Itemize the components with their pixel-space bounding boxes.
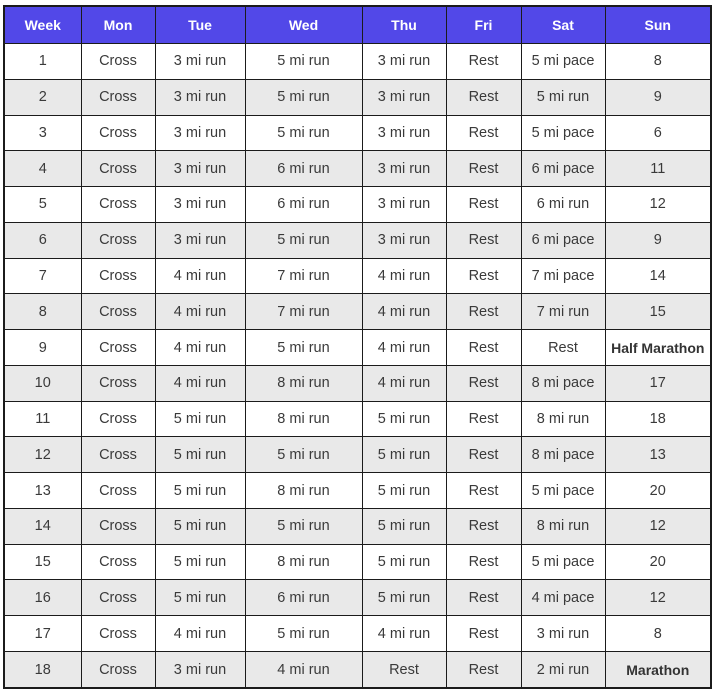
cell-sun: 12	[605, 508, 711, 544]
table-row	[4, 44, 711, 80]
cell-mon: Cross	[81, 437, 155, 473]
table-row	[4, 652, 711, 688]
cell-tue: 3 mi run	[155, 151, 245, 187]
cell-fri: Rest	[446, 401, 521, 437]
cell-wed: 5 mi run	[245, 437, 362, 473]
training-plan-table	[3, 5, 712, 689]
table-row	[4, 330, 711, 366]
cell-thu: 4 mi run	[362, 294, 446, 330]
cell-mon: Cross	[81, 44, 155, 80]
cell-sun: 17	[605, 365, 711, 401]
cell-sat: 8 mi run	[521, 508, 605, 544]
cell-thu: 3 mi run	[362, 115, 446, 151]
cell-mon: Cross	[81, 616, 155, 652]
cell-week: 18	[4, 652, 81, 688]
table-row	[4, 544, 711, 580]
cell-wed: 8 mi run	[245, 544, 362, 580]
column-header-tue: Tue	[155, 6, 245, 44]
cell-week: 17	[4, 616, 81, 652]
cell-sun: 15	[605, 294, 711, 330]
cell-fri: Rest	[446, 437, 521, 473]
cell-fri: Rest	[446, 616, 521, 652]
cell-fri: Rest	[446, 151, 521, 187]
cell-week: 5	[4, 187, 81, 223]
cell-week: 13	[4, 473, 81, 509]
cell-sat: 5 mi run	[521, 79, 605, 115]
cell-sun: 20	[605, 473, 711, 509]
cell-tue: 4 mi run	[155, 365, 245, 401]
cell-sun: Half Marathon	[605, 330, 711, 366]
cell-thu: 4 mi run	[362, 330, 446, 366]
cell-sat: 7 mi run	[521, 294, 605, 330]
cell-fri: Rest	[446, 652, 521, 688]
cell-thu: 3 mi run	[362, 44, 446, 80]
cell-sun: 12	[605, 580, 711, 616]
cell-sun: 20	[605, 544, 711, 580]
cell-wed: 5 mi run	[245, 616, 362, 652]
cell-week: 8	[4, 294, 81, 330]
cell-mon: Cross	[81, 544, 155, 580]
cell-wed: 5 mi run	[245, 44, 362, 80]
cell-mon: Cross	[81, 258, 155, 294]
table-row	[4, 580, 711, 616]
cell-tue: 3 mi run	[155, 79, 245, 115]
table-row	[4, 187, 711, 223]
cell-sun: 11	[605, 151, 711, 187]
cell-mon: Cross	[81, 115, 155, 151]
cell-wed: 6 mi run	[245, 151, 362, 187]
cell-mon: Cross	[81, 151, 155, 187]
header-row	[4, 6, 711, 44]
cell-mon: Cross	[81, 580, 155, 616]
cell-tue: 3 mi run	[155, 44, 245, 80]
cell-wed: 6 mi run	[245, 580, 362, 616]
cell-tue: 3 mi run	[155, 222, 245, 258]
cell-sat: 5 mi pace	[521, 544, 605, 580]
cell-sat: 2 mi run	[521, 652, 605, 688]
table-row	[4, 222, 711, 258]
cell-fri: Rest	[446, 222, 521, 258]
cell-mon: Cross	[81, 365, 155, 401]
cell-week: 7	[4, 258, 81, 294]
cell-mon: Cross	[81, 652, 155, 688]
cell-wed: 6 mi run	[245, 187, 362, 223]
cell-wed: 8 mi run	[245, 365, 362, 401]
cell-tue: 4 mi run	[155, 330, 245, 366]
cell-sat: 5 mi pace	[521, 473, 605, 509]
column-header-sun: Sun	[605, 6, 711, 44]
cell-thu: 4 mi run	[362, 258, 446, 294]
cell-sun: 9	[605, 79, 711, 115]
cell-mon: Cross	[81, 473, 155, 509]
cell-fri: Rest	[446, 294, 521, 330]
cell-sat: 6 mi pace	[521, 151, 605, 187]
cell-week: 1	[4, 44, 81, 80]
cell-wed: 5 mi run	[245, 330, 362, 366]
cell-mon: Cross	[81, 222, 155, 258]
column-header-wed: Wed	[245, 6, 362, 44]
cell-wed: 4 mi run	[245, 652, 362, 688]
cell-sat: 7 mi pace	[521, 258, 605, 294]
cell-thu: 5 mi run	[362, 401, 446, 437]
cell-thu: 3 mi run	[362, 79, 446, 115]
table-row	[4, 258, 711, 294]
cell-tue: 4 mi run	[155, 294, 245, 330]
cell-fri: Rest	[446, 508, 521, 544]
cell-thu: 5 mi run	[362, 473, 446, 509]
cell-thu: 4 mi run	[362, 365, 446, 401]
cell-sun: 8	[605, 616, 711, 652]
cell-sat: 3 mi run	[521, 616, 605, 652]
cell-fri: Rest	[446, 330, 521, 366]
table-body	[4, 44, 711, 689]
cell-thu: 5 mi run	[362, 580, 446, 616]
cell-week: 12	[4, 437, 81, 473]
cell-sat: 4 mi pace	[521, 580, 605, 616]
cell-wed: 5 mi run	[245, 115, 362, 151]
cell-wed: 7 mi run	[245, 258, 362, 294]
cell-fri: Rest	[446, 187, 521, 223]
cell-mon: Cross	[81, 294, 155, 330]
cell-tue: 3 mi run	[155, 115, 245, 151]
cell-week: 6	[4, 222, 81, 258]
cell-sun: 14	[605, 258, 711, 294]
cell-tue: 4 mi run	[155, 258, 245, 294]
cell-sat: 5 mi pace	[521, 115, 605, 151]
column-header-week: Week	[4, 6, 81, 44]
cell-tue: 4 mi run	[155, 616, 245, 652]
table-row	[4, 294, 711, 330]
cell-thu: Rest	[362, 652, 446, 688]
cell-week: 9	[4, 330, 81, 366]
cell-sun: Marathon	[605, 652, 711, 688]
cell-sat: 6 mi pace	[521, 222, 605, 258]
cell-sat: 8 mi pace	[521, 365, 605, 401]
cell-tue: 5 mi run	[155, 437, 245, 473]
cell-week: 2	[4, 79, 81, 115]
table-row	[4, 365, 711, 401]
cell-fri: Rest	[446, 544, 521, 580]
cell-wed: 5 mi run	[245, 508, 362, 544]
cell-week: 10	[4, 365, 81, 401]
cell-sat: 6 mi run	[521, 187, 605, 223]
cell-mon: Cross	[81, 187, 155, 223]
cell-tue: 5 mi run	[155, 473, 245, 509]
cell-thu: 3 mi run	[362, 222, 446, 258]
cell-mon: Cross	[81, 330, 155, 366]
cell-mon: Cross	[81, 401, 155, 437]
cell-sat: Rest	[521, 330, 605, 366]
cell-tue: 3 mi run	[155, 652, 245, 688]
cell-thu: 3 mi run	[362, 151, 446, 187]
cell-wed: 8 mi run	[245, 473, 362, 509]
cell-fri: Rest	[446, 365, 521, 401]
column-header-thu: Thu	[362, 6, 446, 44]
cell-mon: Cross	[81, 79, 155, 115]
table-row	[4, 401, 711, 437]
table-row	[4, 115, 711, 151]
cell-week: 16	[4, 580, 81, 616]
cell-sat: 8 mi run	[521, 401, 605, 437]
training-plan-container	[3, 5, 710, 689]
cell-week: 11	[4, 401, 81, 437]
cell-week: 3	[4, 115, 81, 151]
cell-mon: Cross	[81, 508, 155, 544]
cell-thu: 3 mi run	[362, 187, 446, 223]
cell-week: 15	[4, 544, 81, 580]
cell-thu: 4 mi run	[362, 616, 446, 652]
cell-tue: 3 mi run	[155, 187, 245, 223]
cell-wed: 5 mi run	[245, 222, 362, 258]
table-row	[4, 616, 711, 652]
cell-week: 14	[4, 508, 81, 544]
cell-wed: 8 mi run	[245, 401, 362, 437]
cell-sun: 6	[605, 115, 711, 151]
cell-fri: Rest	[446, 79, 521, 115]
cell-tue: 5 mi run	[155, 580, 245, 616]
table-row	[4, 437, 711, 473]
cell-sat: 5 mi pace	[521, 44, 605, 80]
table-row	[4, 508, 711, 544]
cell-sun: 9	[605, 222, 711, 258]
cell-thu: 5 mi run	[362, 437, 446, 473]
column-header-fri: Fri	[446, 6, 521, 44]
cell-fri: Rest	[446, 258, 521, 294]
cell-thu: 5 mi run	[362, 544, 446, 580]
cell-sun: 18	[605, 401, 711, 437]
table-row	[4, 151, 711, 187]
cell-fri: Rest	[446, 580, 521, 616]
cell-fri: Rest	[446, 115, 521, 151]
cell-tue: 5 mi run	[155, 508, 245, 544]
cell-fri: Rest	[446, 44, 521, 80]
column-header-sat: Sat	[521, 6, 605, 44]
table-row	[4, 79, 711, 115]
cell-sun: 12	[605, 187, 711, 223]
cell-wed: 7 mi run	[245, 294, 362, 330]
cell-sun: 8	[605, 44, 711, 80]
cell-sun: 13	[605, 437, 711, 473]
cell-tue: 5 mi run	[155, 544, 245, 580]
column-header-mon: Mon	[81, 6, 155, 44]
table-row	[4, 473, 711, 509]
cell-sat: 8 mi pace	[521, 437, 605, 473]
cell-fri: Rest	[446, 473, 521, 509]
cell-tue: 5 mi run	[155, 401, 245, 437]
cell-week: 4	[4, 151, 81, 187]
cell-thu: 5 mi run	[362, 508, 446, 544]
cell-wed: 5 mi run	[245, 79, 362, 115]
